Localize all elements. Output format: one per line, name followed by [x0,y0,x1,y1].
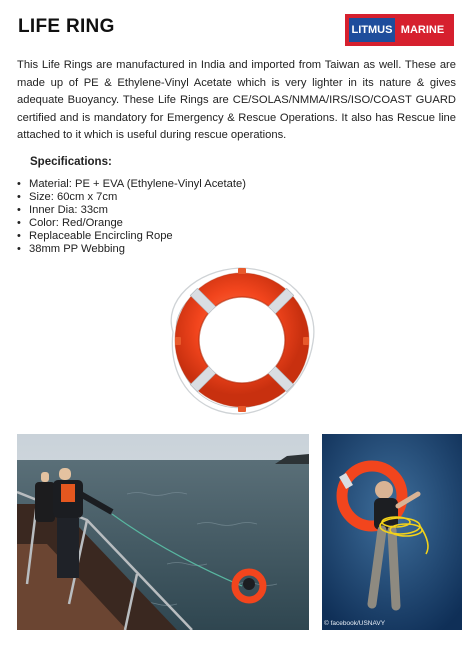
life-ring-image [155,262,325,422]
spec-item: • Inner Dia: 33cm [17,204,246,217]
page-title: LIFE RING [18,16,115,37]
rescue-boat-photo [17,434,309,630]
person-in-water-photo [322,434,462,630]
specifications-list [17,178,246,256]
logo-text-right: MARINE [395,18,450,42]
specifications-heading: Specifications: [30,156,112,168]
product-description: This Life Rings are manufactured in India and imported from Taiwan as well. These are made up of PE & Ethylene-Vinyl Acetate which is very lighter in its nature & gives adequate Buoyancy. These Life Rings are CE/SOLAS/NMMA/IRS/ISO/COAST GUARD certified and is mandatory for Emergency & Rescue Operations. It also has Rescue line attached to it which is useful during rescue operations. [17,59,456,141]
spec-item: • 38mm PP Webbing [17,243,246,256]
company-logo [345,14,454,46]
spec-item: • Material: PE + EVA (Ethylene-Vinyl Acetate) [17,178,246,191]
spec-item: • Color: Red/Orange [17,217,246,230]
logo-text-left: LITMUS [349,18,395,42]
spec-item: • Size: 60cm x 7cm [17,191,246,204]
spec-item: • Replaceable Encircling Rope [17,230,246,243]
photo-credit: © facebook/USNAVY [324,620,386,627]
